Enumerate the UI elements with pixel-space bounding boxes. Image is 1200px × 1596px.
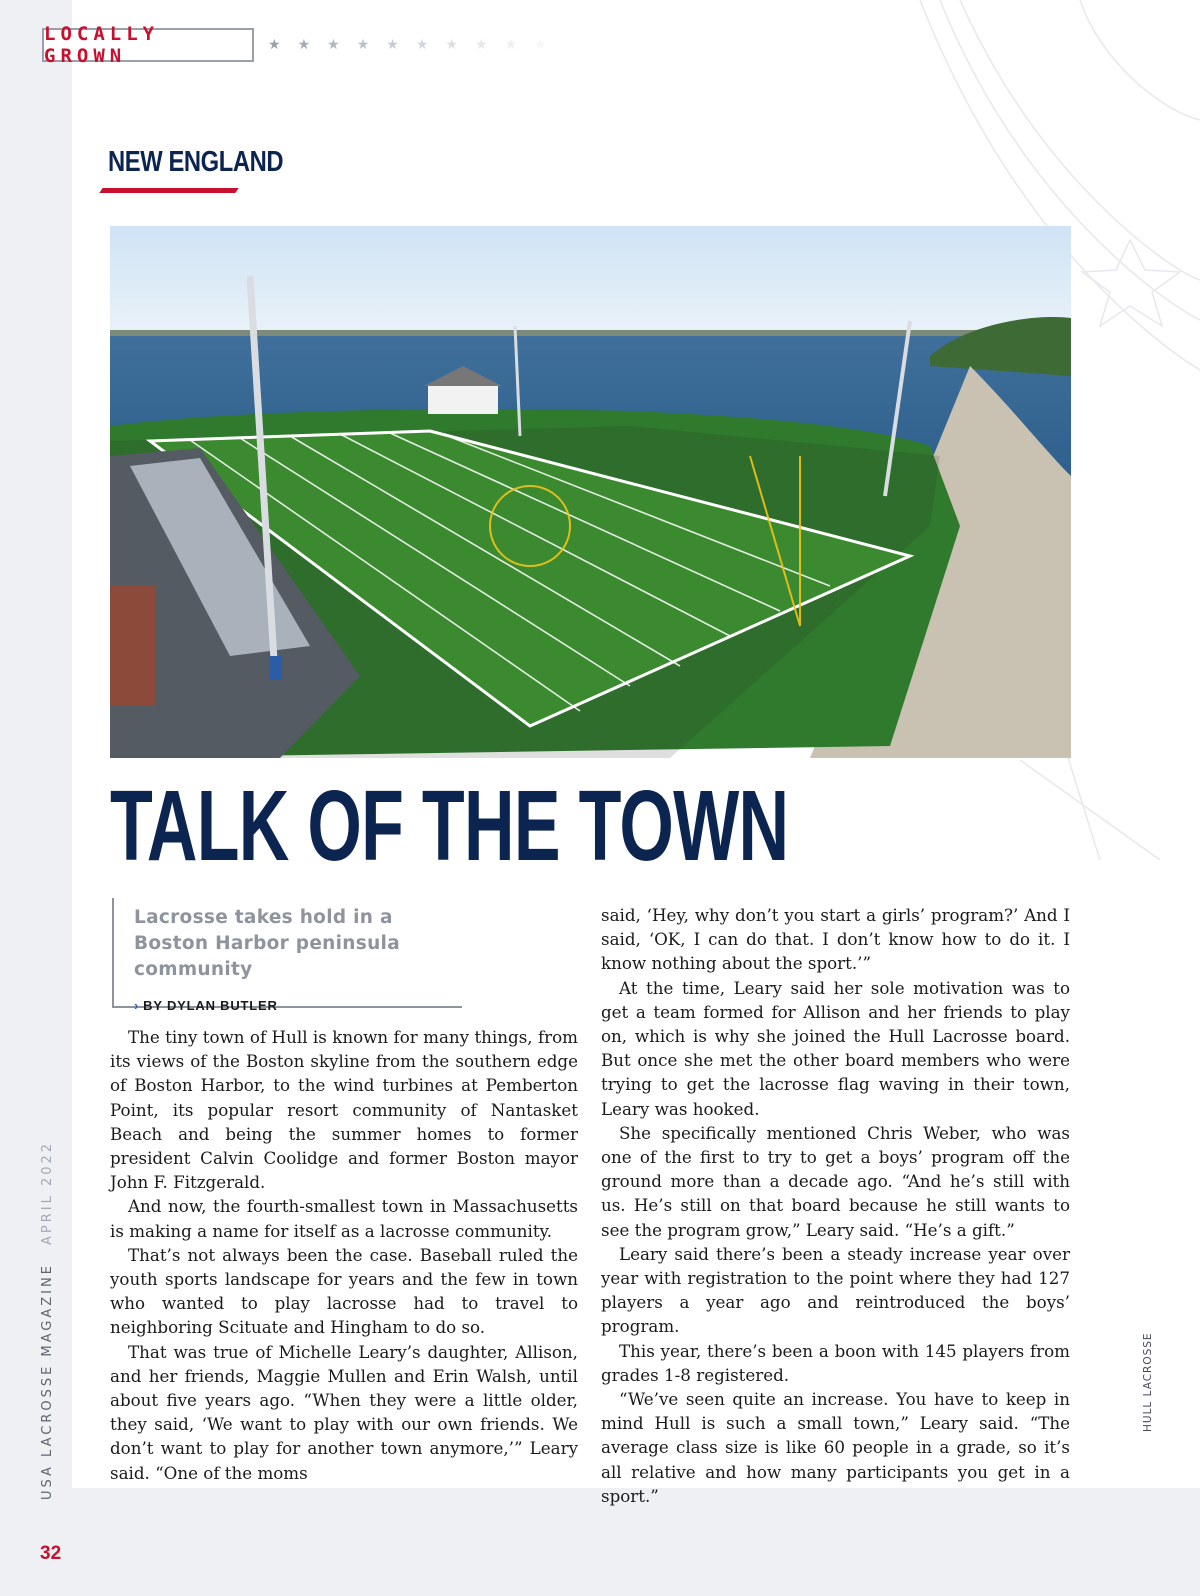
byline — [134, 998, 462, 1013]
star-icon: ★ — [386, 37, 399, 53]
publication-name: USA LACROSSE MAGAZINE — [40, 1263, 55, 1500]
paragraph: And now, the fourth-smallest town in Massachusetts is making a name for itself as a lacrosse community. — [110, 1196, 578, 1241]
page-number: 32 — [40, 1543, 62, 1564]
decorative-stars-row — [268, 38, 547, 52]
publication-footer — [40, 1140, 55, 1500]
paragraph-continuation: said, ‘Hey, why don’t you start a girls’ program?’ And I said, ‘OK, I can do that. I don’t know how to do it. I know nothing about the sport.’” — [601, 905, 1070, 974]
byline-text: BY DYLAN BUTLER — [143, 998, 278, 1013]
paragraph: That’s not always been the case. Baseball ruled the youth sports landscape for years and the few in town who wanted to play lacrosse had to travel to neighboring Scituate and Hingham to do so. — [110, 1244, 578, 1338]
paragraph: Leary said there’s been a steady increase year over year with registration to the point where they had 127 players a year ago and reintroduced the boys’ program. — [601, 1243, 1070, 1337]
star-icon: ★ — [534, 37, 547, 53]
star-icon: ★ — [504, 37, 518, 53]
chevron-right-icon: › — [134, 998, 140, 1013]
section-tag: LOCALLY GROWN — [42, 28, 254, 62]
paragraph: At the time, Leary said her sole motivation was to get a team formed for Allison and her friends to play on, which is why she joined the Hull Lacrosse board. But once she met the other board members who were trying to get the lacrosse flag waving in their town, Leary was hooked. — [601, 977, 1070, 1119]
star-icon: ★ — [356, 37, 370, 53]
article-deck: Lacrosse takes hold in a Boston Harbor peninsula community — [134, 907, 400, 980]
paragraph: This year, there’s been a boon with 145 players from grades 1-8 registered. — [601, 1340, 1070, 1385]
paragraph: That was true of Michelle Leary’s daughter, Allison, and her friends, Maggie Mullen and Erin Walsh, until about five years ago. “When they were a little older, they said, ‘We want to play with our own friends. We don’t want to play for another town anymore,’” Leary said. “One of the moms — [110, 1341, 578, 1483]
photo-credit: HULL LACROSSE — [1142, 1332, 1154, 1432]
paragraph: “We’ve seen quite an increase. You have to keep in mind Hull is such a small town,” Leary said. “The average class size is like 60 people in a grade, so it’s all relative and how many participants you get in a sport.” — [601, 1389, 1070, 1506]
article-headline: TALK OF THE TOWN — [110, 770, 789, 882]
article-column-right — [601, 903, 1070, 1508]
article-deck-box — [112, 898, 462, 1013]
star-icon: ★ — [268, 37, 281, 53]
paragraph: She specifically mentioned Chris Weber, who was one of the first to try to get a boys’ program off the ground more than a decade ago. “And he’s still with us. He’s still on that board because he still wants to see the program grow,” Leary said. “He’s a gift.” — [601, 1122, 1070, 1240]
star-icon: ★ — [327, 37, 340, 53]
paragraph: The tiny town of Hull is known for many things, from its views of the Boston skyline from the southern edge of Boston Harbor, to the wind turbines at Pemberton Point, its popular resort community of Nantasket Beach and being the summer homes to former president Calvin Coolidge and former Boston mayor John F. Fitzgerald. — [110, 1027, 578, 1193]
star-icon: ★ — [415, 37, 429, 53]
article-column-left — [110, 1025, 578, 1485]
issue-date: APRIL 2022 — [40, 1140, 55, 1246]
star-icon: ★ — [445, 37, 458, 53]
region-underline — [99, 188, 239, 193]
star-icon: ★ — [474, 37, 488, 53]
region-label: NEW ENGLAND — [108, 146, 284, 178]
aerial-field-photo — [110, 226, 1071, 758]
star-icon: ★ — [297, 37, 311, 53]
